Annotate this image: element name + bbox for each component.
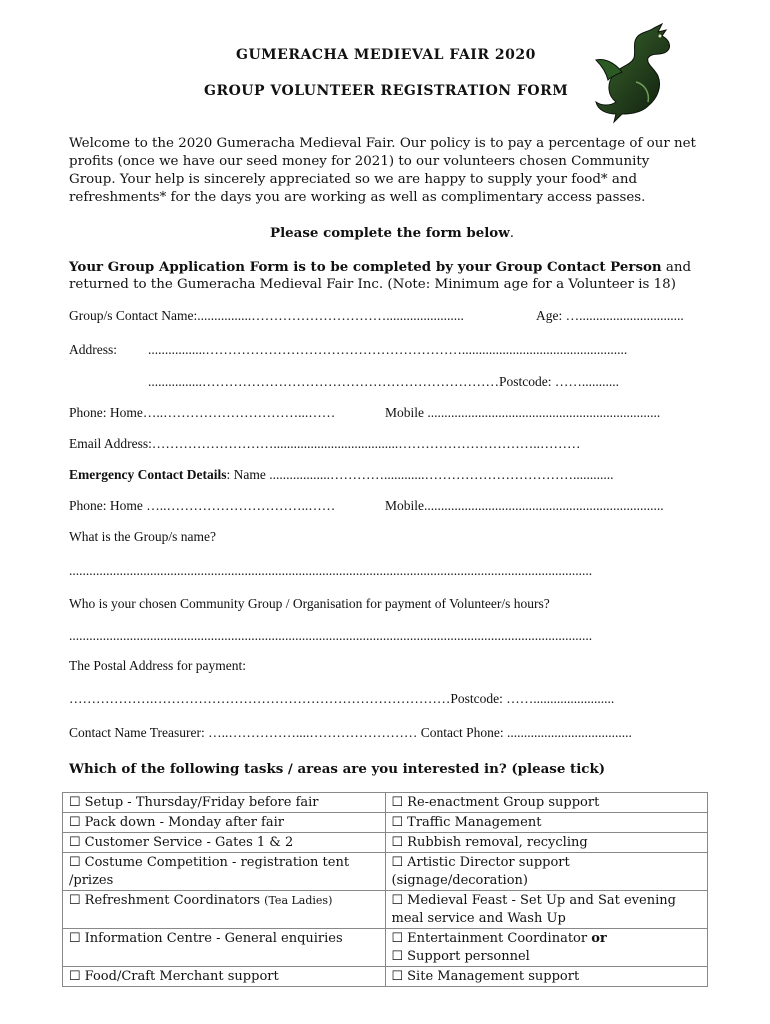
- table-row: [63, 853, 708, 891]
- task-label: Information Centre - General enquiries: [84, 931, 343, 946]
- treasurer-field[interactable]: Contact Name Treasurer: …..……………....…………………… Contact Phone: .....................................: [69, 725, 632, 740]
- task-label: Customer Service - Gates 1 & 2: [84, 835, 294, 850]
- postal-address-question: The Postal Address for payment:: [69, 658, 246, 673]
- please-complete: [270, 225, 514, 241]
- instruction-rest: and: [661, 260, 692, 275]
- task-label: Re-enactment Group support: [407, 795, 600, 810]
- community-group-line[interactable]: ...........................................................................................................................................................: [69, 628, 593, 643]
- task-label: Setup - Thursday/Friday before fair: [84, 795, 319, 810]
- group-name-question: What is the Group/s name?: [69, 529, 216, 544]
- task-label: Rubbish removal, recycling: [407, 835, 588, 850]
- table-row: [63, 833, 708, 853]
- entertainment-line: [392, 930, 702, 948]
- emergency-label: Emergency Contact Details: [69, 467, 227, 482]
- task-label: Food/Craft Merchant support: [84, 969, 279, 984]
- table-row: [63, 793, 708, 813]
- task-label: Entertainment Coordinator: [407, 931, 588, 946]
- task-or: or: [591, 931, 607, 946]
- instruction-line-1: [69, 259, 691, 275]
- email-field[interactable]: Email Address:……………………….....................................…………………………..………: [69, 436, 581, 451]
- checkbox-icon[interactable]: ☐: [69, 893, 81, 908]
- task-refreshment[interactable]: [63, 891, 386, 929]
- task-label-note: (Tea Ladies): [264, 894, 333, 907]
- task-artistic[interactable]: [385, 853, 708, 891]
- checkbox-icon[interactable]: ☐: [391, 855, 404, 870]
- please-complete-period: .: [509, 226, 515, 241]
- checkbox-icon[interactable]: ☐: [391, 835, 404, 850]
- task-merchant[interactable]: [63, 967, 386, 987]
- task-label: Site Management support: [407, 969, 580, 984]
- intro-paragraph: Welcome to the 2020 Gumeracha Medieval Fair. Our policy is to pay a percentage of our net profits (once we have our seed money for 2021) to our volunteers chosen Community Group. Your help is sincerely appreciated so we are happy to supply your food* and refreshments* for the days you are working as well as complimentary access passes.: [69, 136, 696, 205]
- task-pack-down[interactable]: [63, 813, 386, 833]
- group-name-line[interactable]: ...........................................................................................................................................................: [69, 563, 593, 578]
- task-feast[interactable]: [385, 891, 708, 929]
- task-customer-service[interactable]: [63, 833, 386, 853]
- address-line-1[interactable]: .................………………………………………………….................................................: [148, 342, 628, 357]
- task-traffic[interactable]: [385, 813, 708, 833]
- checkbox-icon[interactable]: ☐: [69, 969, 81, 984]
- form-title: GUMERACHA MEDIEVAL FAIR 2020: [236, 47, 536, 63]
- checkbox-icon[interactable]: ☐: [391, 969, 404, 984]
- tasks-heading: Which of the following tasks / areas are you interested in? (please tick): [69, 761, 606, 777]
- postal-address-line[interactable]: ……………….…………………………………………………………Postcode: ……........................: [69, 691, 615, 706]
- task-entertainment[interactable]: [385, 929, 708, 967]
- emergency-phone-field[interactable]: Phone: Home …..…………………………..……: [69, 498, 336, 513]
- table-row: [63, 967, 708, 987]
- task-costume[interactable]: [63, 853, 386, 891]
- table-row: [63, 929, 708, 967]
- checkbox-icon[interactable]: ☐: [391, 931, 404, 946]
- emergency-contact-field[interactable]: [69, 467, 613, 483]
- task-label: Support personnel: [407, 949, 530, 964]
- tasks-table: [62, 792, 708, 987]
- task-rubbish[interactable]: [385, 833, 708, 853]
- task-label: Pack down - Monday after fair: [84, 815, 284, 830]
- address-label: Address:: [69, 342, 117, 357]
- community-group-question: Who is your chosen Community Group / Organisation for payment of Volunteer/s hours?: [69, 596, 550, 611]
- please-complete-text: Please complete the form below: [270, 225, 510, 241]
- age-field[interactable]: Age: …...............................: [536, 308, 684, 323]
- address-line-2[interactable]: ................…………………………………………………………Postcode: ……...........: [148, 374, 619, 389]
- checkbox-icon[interactable]: ☐: [69, 835, 81, 850]
- instruction-line-2: returned to the Gumeracha Medieval Fair Inc. (Note: Minimum age for a Volunteer is 18): [69, 277, 676, 292]
- emergency-name: : Name ..................…………............……………………………............: [226, 467, 614, 482]
- table-row: [63, 813, 708, 833]
- support-line: [392, 948, 702, 966]
- task-setup[interactable]: [63, 793, 386, 813]
- task-reenactment[interactable]: [385, 793, 708, 813]
- task-site-management[interactable]: [385, 967, 708, 987]
- checkbox-icon[interactable]: ☐: [391, 949, 404, 964]
- checkbox-icon[interactable]: ☐: [69, 855, 81, 870]
- task-label: Costume Competition - registration tent /prizes: [69, 855, 350, 888]
- task-label: Artistic Director support (signage/decoration): [391, 855, 570, 888]
- table-row: [63, 891, 708, 929]
- task-label: Traffic Management: [407, 815, 542, 830]
- form-subtitle: GROUP VOLUNTEER REGISTRATION FORM: [204, 83, 569, 99]
- dragon-logo: [592, 22, 682, 127]
- instruction-bold: Your Group Application Form is to be completed by your Group Contact Person: [69, 259, 662, 275]
- checkbox-icon[interactable]: ☐: [69, 815, 81, 830]
- checkbox-icon[interactable]: ☐: [391, 815, 404, 830]
- task-label: Refreshment Coordinators: [84, 893, 261, 908]
- emergency-mobile-field[interactable]: Mobile.......................................................................: [385, 498, 664, 513]
- checkbox-icon[interactable]: ☐: [391, 795, 404, 810]
- checkbox-icon[interactable]: ☐: [69, 931, 81, 946]
- phone-home-field[interactable]: Phone: Home…..…………………………...……: [69, 405, 336, 420]
- checkbox-icon[interactable]: ☐: [391, 893, 404, 908]
- checkbox-icon[interactable]: ☐: [69, 795, 81, 810]
- mobile-field[interactable]: Mobile .....................................................................: [385, 405, 661, 420]
- contact-name-field[interactable]: Group/s Contact Name:................………………………….......................: [69, 308, 464, 323]
- task-label: Medieval Feast - Set Up and Sat evening meal service and Wash Up: [391, 893, 676, 926]
- task-information[interactable]: [63, 929, 386, 967]
